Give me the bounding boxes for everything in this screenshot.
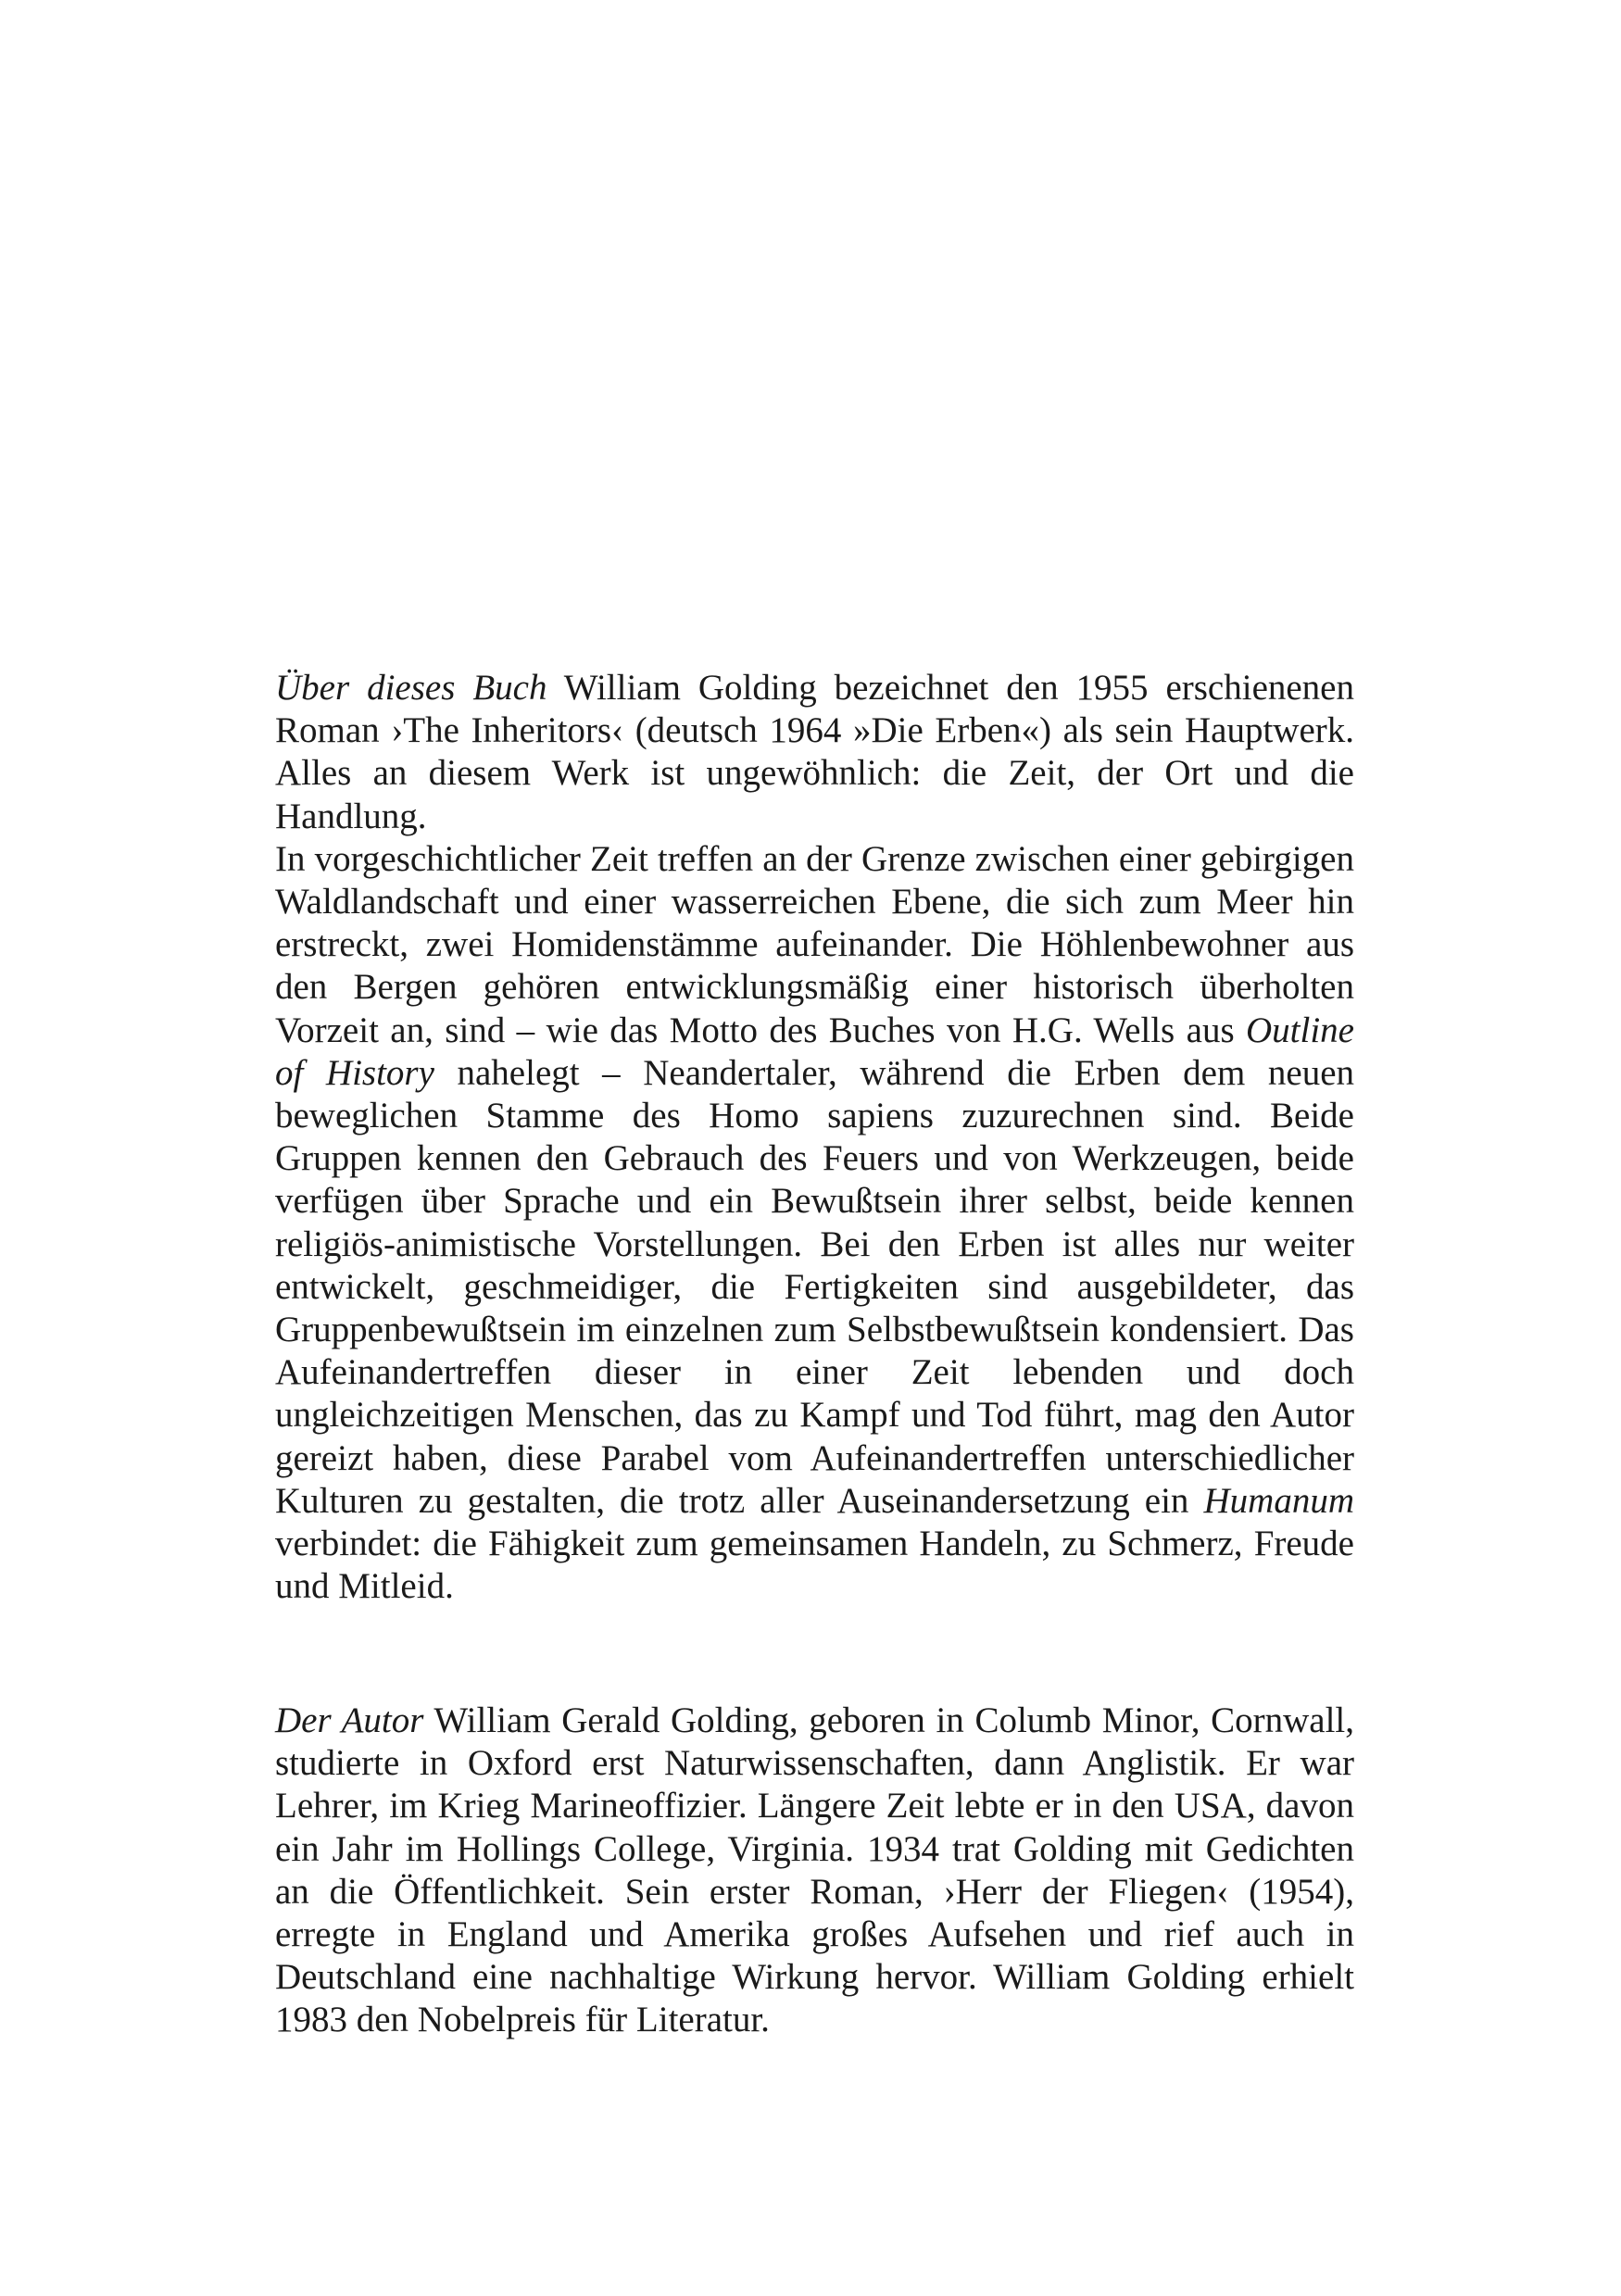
plot-text-part-1: In vorgeschichtlicher Zeit treffen an der Grenze zwischen einer gebirgigen Waldlandschaft und einer wasserreichen Ebene, die sich zum Meer hin erstreckt, zwei Homidenstämme aufeinander. Die Höhlenbewohner aus den Bergen gehören entwicklungsmäßig einer historisch überholten Vorzeit an, sind – wie das Motto des Buches von H.G. Wells aus (275, 838, 1354, 1050)
about-author-section (275, 1700, 1354, 2042)
work-title-outline-of-history: Outline of History (275, 1010, 1354, 1093)
about-book-intro-text: William Golding bezeichnet den 1955 erschienenen Roman ›The Inheritors‹ (deutsch 1964 »Die Erben«) als sein Hauptwerk. Alles an diesem Werk ist ungewöhnlich: die Zeit, der Ort und die Handlung. (275, 668, 1354, 836)
about-author-text: William Gerald Golding, geboren in Columb Minor, Cornwall, studierte in Oxford erst Naturwissenschaften, dann Anglistik. Er war Lehrer, im Krieg Marineoffizier. Längere Zeit lebte er in den USA, davon ein Jahr im Hollings College, Virginia. 1934 trat Golding mit Gedichten an die Öffentlichkeit. Sein erster Roman, ›Herr der Fliegen‹ (1954), erregte in England und Amerika großes Aufsehen und rief auch in Deutschland eine nachhaltige Wirkung hervor. William Golding erhielt 1983 den Nobelpreis für Literatur. (275, 1700, 1354, 2040)
about-book-section (275, 667, 1354, 1608)
plot-text-part-3: verbindet: die Fähigkeit zum gemeinsamen Handeln, zu Schmerz, Freude und Mitleid. (275, 1524, 1354, 1607)
about-book-heading: Über dieses Buch (275, 668, 547, 708)
about-book-paragraph-intro (275, 667, 1354, 838)
about-author-paragraph (275, 1700, 1354, 2042)
about-book-paragraph-plot (275, 838, 1354, 1609)
term-humanum: Humanum (1203, 1480, 1354, 1521)
about-author-heading: Der Autor (275, 1700, 424, 1740)
plot-text-part-2: nahelegt – Neandertaler, während die Erben dem neuen beweglichen Stamme des Homo sapiens zuzurechnen sind. Beide Gruppen kennen den Gebrauch des Feuers und von Werkzeugen, beide verfügen über Sprache und ein Bewußtsein ihrer selbst, beide kennen religiös-animistische Vorstellungen. Bei den Erben ist alles nur weiter entwickelt, geschmeidiger, die Fertigkeiten sind ausgebildeter, das Gruppenbewußtsein im einzelnen zum Selbstbewußtsein kondensiert. Das Aufeinandertreffen dieser in einer Zeit lebenden und doch ungleichzeitigen Menschen, das zu Kampf und Tod führt, mag den Autor gereizt haben, diese Parabel vom Aufeinandertreffen unterschiedlicher Kulturen zu gestalten, die trotz aller Auseinandersetzung ein (275, 1052, 1354, 1521)
